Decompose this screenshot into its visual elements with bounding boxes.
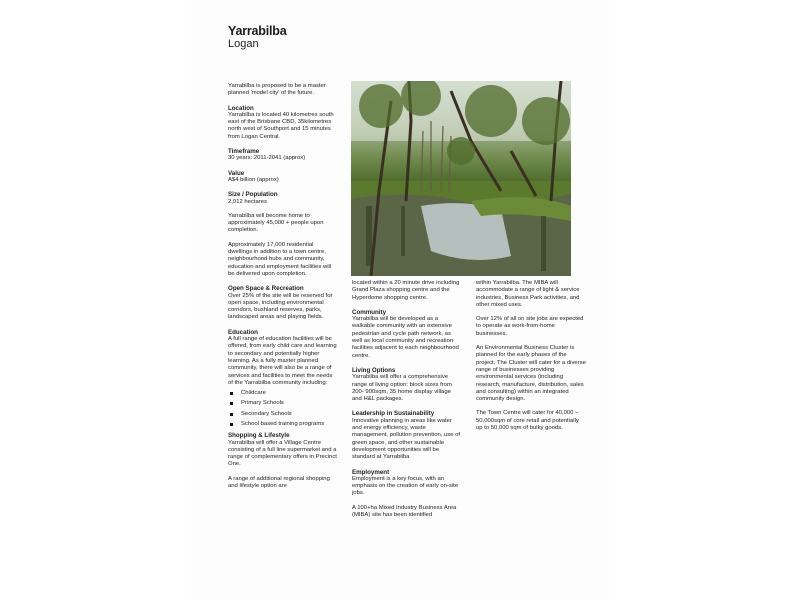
- photo-illustration: [351, 81, 571, 276]
- sustainability-text: Innovative planning in areas like water and energy efficiency, waste management, pollution prevention, use of green space, and other sustainable development opportunities will be standard at Yarrabilba: [352, 417, 461, 461]
- employment-heading: Employment: [352, 468, 390, 476]
- size-text: 2,012 hectares: [228, 198, 267, 205]
- page-title: Yarrabilba: [228, 24, 287, 38]
- creek-photo: [351, 81, 571, 276]
- list-item: Secondary Schools: [228, 411, 338, 418]
- miba-paragraph: within Yarrabilba. The MIBA will accommodate a range of light & service industries, Business Park activities, and other mixed uses.: [476, 280, 580, 308]
- education-text: A full range of education facilities will be offered, from early child care and learning to secondary and potentially higher learning. As a fully master planned community, there will also be a range of services and facilities to meet the needs of the Yarrabilba community including:: [228, 336, 337, 386]
- education-heading: Education: [228, 328, 258, 336]
- shopping-text-2: A range of additional regional shopping and lifestyle option are: [228, 475, 330, 490]
- timeframe-heading: Timeframe: [228, 148, 260, 156]
- column-right: [476, 280, 586, 439]
- sustainability-heading: Leadership in Sustainability: [352, 410, 435, 418]
- town-centre-paragraph: The Town Centre will cater for 40,000 – 50,000sqm of core retail and potentially up to 50,000 sqm of bulky goods.: [476, 410, 579, 432]
- intro-paragraph: Yarrabilba is proposed to be a master planned 'model city' of the future.: [228, 83, 326, 97]
- size-heading: Size / Population: [228, 191, 278, 199]
- open-space-heading: Open Space & Recreation: [228, 285, 304, 293]
- value-heading: Value: [228, 169, 245, 177]
- value-text: A$4 billion (approx): [228, 176, 279, 183]
- population-paragraph: Yarrabilba will become home to approximately 45,000 + people upon completion.: [228, 212, 324, 234]
- page-subtitle: Logan: [228, 38, 259, 50]
- column-middle: [352, 280, 462, 526]
- continued-paragraph: located within a 20 minute drive including Grand Plaza shopping centre and the Hyperdome shopping centre.: [352, 280, 460, 301]
- shopping-text: Yarrabilba will offer a Village Centre consisting of a full line supermarket and a range of complementary offers in Precinct One.: [228, 439, 337, 468]
- dwellings-paragraph: Approximately 17,000 residential dwellings in addition to a town centre, neighbourhood hubs and community, education and employment facilities will be delivered upon completion.: [228, 241, 332, 277]
- work-from-home-paragraph: Over 12% of all on site jobs are expected to operate as work-from-home businesses.: [476, 316, 584, 337]
- shopping-heading: Shopping & Lifestyle: [228, 432, 290, 440]
- list-item: Primary Schools: [228, 400, 338, 407]
- location-text: Yarrabilba is located 40 kilometres south east of the Brisbane CBD, 35kilometres north west of Southport and 15 minutes from Logan Central.: [228, 111, 334, 140]
- list-item: School based training programs: [228, 421, 338, 428]
- column-left: [228, 83, 338, 497]
- employment-text-2: A 100+ha Mixed Industry Business Area (MIBA) site has been identified: [352, 504, 457, 519]
- location-heading: Location: [228, 104, 254, 112]
- community-heading: Community: [352, 308, 387, 316]
- list-item: Childcare: [228, 390, 338, 397]
- living-options-text: Yarrabilba will offer a comprehensive range of living option: block sizes from 200- 900sqm, 35 home display village and H&L packages.: [352, 374, 452, 403]
- open-space-text: Over 25% of the site will be reserved for open space, including environmental corridors, bushland reserves, parks, landscaped areas and playing fields.: [228, 292, 333, 321]
- education-list: [228, 390, 338, 428]
- community-text: Yarrabilba will be developed as a walkable community with an extensive pedestrian and cycle path network, as well as local community and recreation facilities adjacent to each neighbourhood centre.: [352, 316, 459, 359]
- timeframe-text: 30 years: 2011-2041 (approx): [228, 155, 306, 162]
- living-options-heading: Living Options: [352, 366, 396, 374]
- business-cluster-paragraph: An Environmental Business Cluster is planned for the early phases of the project. The Cluster will cater for a diverse range of businesses providing environmental services (including research, manufacture, distribution, sales and consulting) within an integrated community design.: [476, 345, 586, 403]
- employment-text: Employment is a key focus, with an emphasis on the creation of early on-site jobs.: [352, 475, 459, 497]
